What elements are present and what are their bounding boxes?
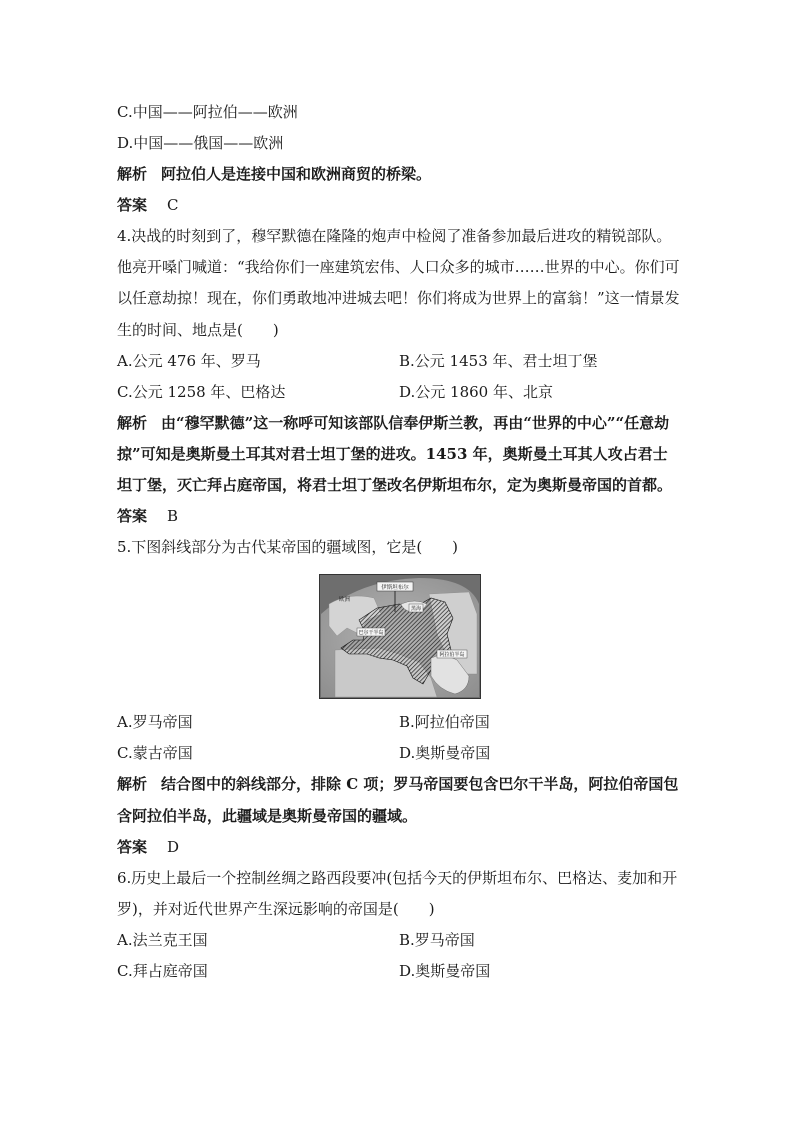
q5-option-c: C.蒙古帝国: [117, 744, 193, 763]
q5-answer: [117, 832, 682, 863]
document-page: [117, 97, 682, 987]
q6-option-c: C.拜占庭帝国: [117, 962, 208, 981]
q5-analysis: [117, 769, 682, 831]
q3-answer: [117, 190, 682, 221]
analysis-text: 由“穆罕默德”这一称呼可知该部队信奉伊斯兰教，再由“世界的中心”“任意劫掠”可知是奥斯曼土耳其对君士坦丁堡的进攻。1453 年，奥斯曼土耳其人攻占君士坦丁堡，灭亡拜占庭帝国，将君士坦丁堡改名伊斯坦布尔，定为奥斯曼帝国的首都。: [117, 413, 673, 495]
map-label-istanbul: 伊斯坦布尔: [380, 584, 409, 591]
map-label-balkan: 巴尔干半岛: [357, 629, 384, 636]
answer-label: 答案: [117, 837, 148, 856]
q6-option-a: A.法兰克王国: [117, 931, 208, 950]
answer-label: 答案: [117, 196, 148, 214]
q5-option-b: B.阿拉伯帝国: [399, 713, 490, 732]
empire-map: [319, 574, 481, 699]
q5-question: 5.下图斜线部分为古代某帝国的疆域图，它是( ): [117, 538, 459, 557]
answer-value: B: [167, 507, 179, 526]
q6-option-b: B.罗马帝国: [399, 931, 475, 950]
q6-options-row-1: [117, 925, 682, 956]
map-label-black-sea: 黑海: [410, 605, 421, 612]
q6-question: 6.历史上最后一个控制丝绸之路西段要冲(包括今天的伊斯坦布尔、巴格达、麦加和开罗)，并对近代世界产生深远影响的帝国是( ): [117, 868, 678, 919]
analysis-text: 结合图中的斜线部分，排除 C 项；罗马帝国要包含巴尔干半岛，阿拉伯帝国包含阿拉伯半岛，此疆域是奥斯曼帝国的疆域。: [117, 775, 679, 825]
q3-option-c: C.中国——阿拉伯——欧洲: [117, 103, 298, 121]
q6-option-d: D.奥斯曼帝国: [399, 962, 491, 981]
q5-option-d: D.奥斯曼帝国: [399, 744, 491, 763]
q5-options-row-1: [117, 707, 682, 738]
q4-option-c: C.公元 1258 年、巴格达: [117, 382, 286, 401]
q4-option-a: A.公元 476 年、罗马: [117, 351, 261, 370]
map-container: [117, 569, 682, 703]
q4-answer: [117, 501, 682, 532]
q4-option-b: B.公元 1453 年、君士坦丁堡: [399, 351, 598, 370]
answer-label: 答案: [117, 507, 148, 526]
answer-value: D: [167, 837, 180, 856]
q4-question: 4.决战的时刻到了，穆罕默德在隆隆的炮声中检阅了准备参加最后进攻的精锐部队。他亮开嗓门喊道：“我给你们一座建筑宏伟、人口众多的城市……世界的中心。你们可以任意劫掠！现在，你们勇敢地冲进城去吧！你们将成为世界上的富翁！”这一情景发生的时间、地点是( ): [117, 227, 680, 339]
answer-value: C: [167, 196, 179, 214]
q4-analysis: [117, 408, 682, 502]
q4-option-d: D.公元 1860 年、北京: [399, 382, 553, 401]
map-label-europe: 欧洲: [338, 596, 350, 603]
analysis-label: 解析: [117, 775, 148, 794]
q4-options-row-2: [117, 377, 682, 408]
q5-options-row-2: [117, 738, 682, 769]
q3-option-d: D.中国——俄国——欧洲: [117, 134, 284, 152]
map-label-arabia: 阿拉伯半岛: [438, 651, 465, 658]
q4-options-row-1: [117, 346, 682, 377]
q5-option-a: A.罗马帝国: [117, 713, 193, 732]
analysis-label: 解析: [117, 413, 148, 432]
q3-analysis: [117, 159, 682, 190]
q6-options-row-2: [117, 956, 682, 987]
analysis-label: 解析: [117, 165, 148, 183]
analysis-text: 阿拉伯人是连接中国和欧洲商贸的桥梁。: [161, 165, 432, 183]
